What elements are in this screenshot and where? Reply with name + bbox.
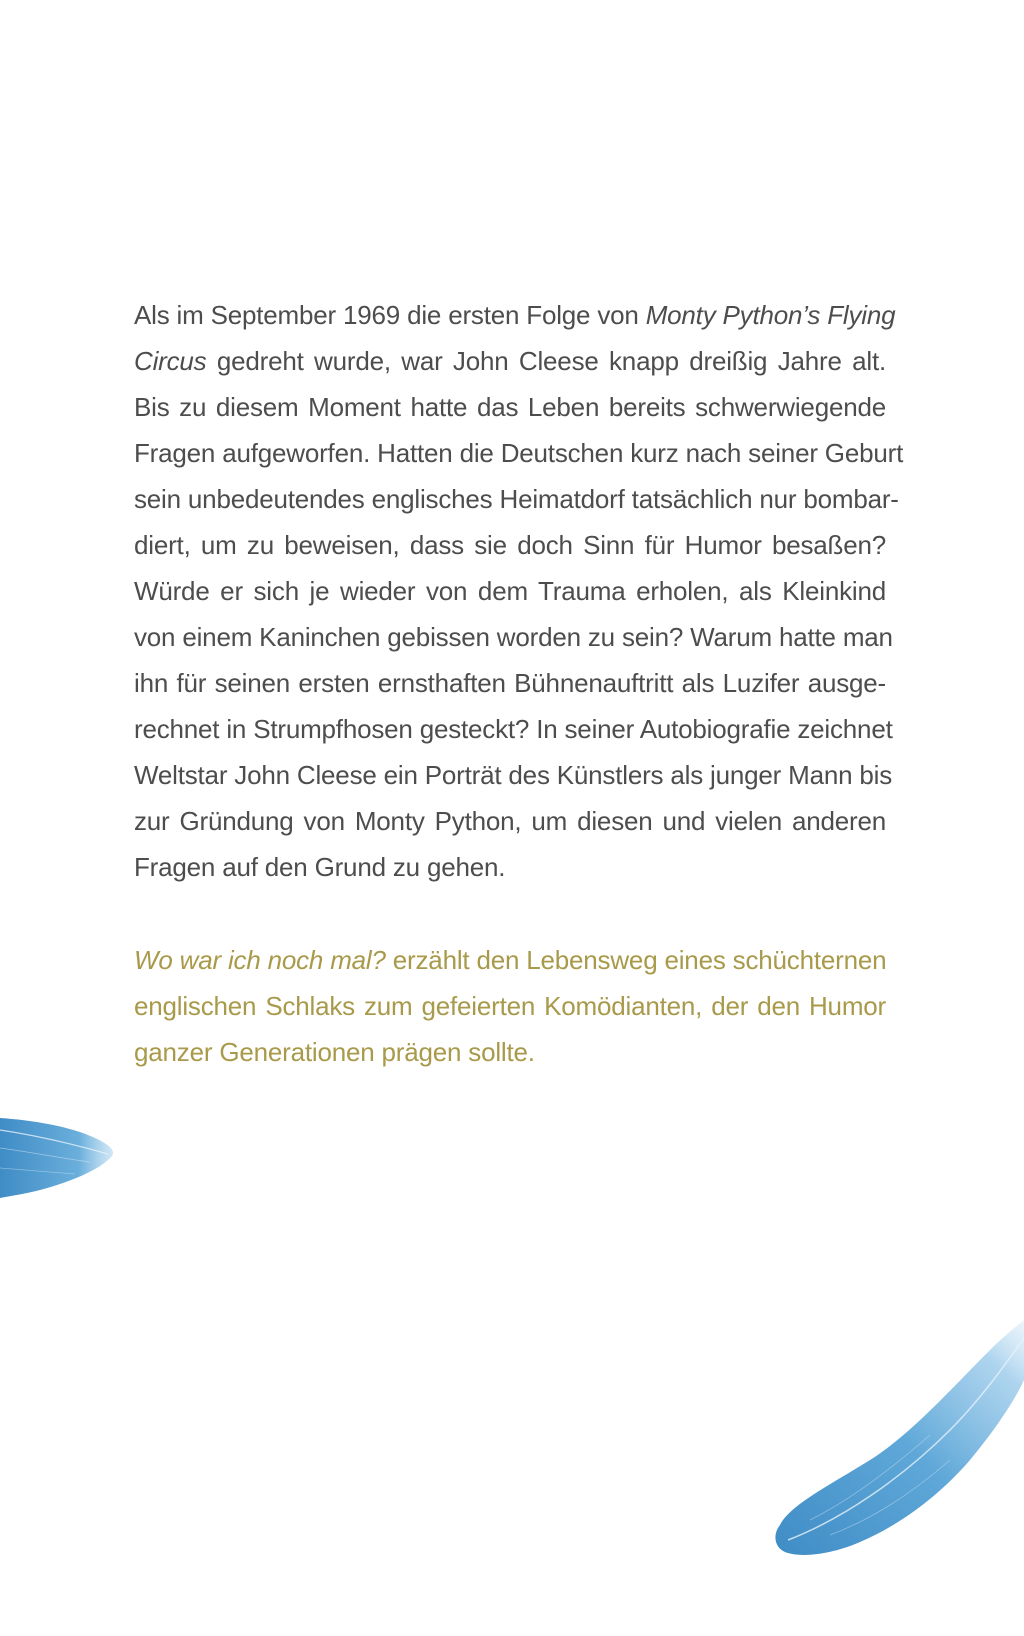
blurb-paragraph <box>134 292 904 890</box>
text-run: Würde er sich je wieder von dem Trauma erholen, als Kleinkind <box>134 576 886 606</box>
text-line <box>134 937 886 983</box>
text-line <box>134 752 893 798</box>
feather-icon <box>770 1320 1024 1570</box>
text-run: englischen Schlaks zum gefeierten Komödianten, der den Humor <box>134 991 886 1021</box>
italic-title: Circus <box>134 346 207 376</box>
text-line <box>134 430 904 476</box>
text-run: zur Gründung von Monty Python, um diesen und vielen anderen <box>134 806 886 836</box>
text-line <box>134 384 886 430</box>
text-line <box>134 522 886 568</box>
text-run: diert, um zu beweisen, dass sie doch Sinn für Humor besaßen? <box>134 530 886 560</box>
text-line <box>134 338 886 384</box>
text-run: Weltstar John Cleese ein Porträt des Künstlers als junger Mann bis <box>134 760 893 790</box>
text-run: sein unbedeutendes englisches Heimatdorf tatsächlich nur bombar- <box>134 484 899 514</box>
italic-title: Monty Python’s Flying <box>645 300 896 330</box>
text-line <box>134 292 896 338</box>
text-run: rechnet in Strumpfhosen gesteckt? In seiner Autobiografie zeichnet <box>134 714 893 744</box>
text-line <box>134 1029 886 1075</box>
text-run: ihn für seinen ersten ernsthaften Bühnenauftritt als Luzifer ausge- <box>134 668 886 698</box>
text-run: Fragen auf den Grund zu gehen. <box>134 852 506 882</box>
tagline-paragraph <box>134 937 886 1075</box>
text-line <box>134 798 886 844</box>
text-line <box>134 660 886 706</box>
text-line <box>134 983 886 1029</box>
text-run: erzählt den Lebensweg eines schüchternen <box>385 945 887 975</box>
feather-icon <box>0 1118 130 1248</box>
text-line <box>134 568 886 614</box>
text-run: von einem Kaninchen gebissen worden zu sein? Warum hatte man <box>134 622 893 652</box>
text-run: ganzer Generationen prägen sollte. <box>134 1037 535 1067</box>
text-run: Fragen aufgeworfen. Hatten die Deutschen kurz nach seiner Geburt <box>134 438 904 468</box>
text-line <box>134 614 893 660</box>
text-run: Als im September 1969 die ersten Folge von <box>134 300 646 330</box>
text-line <box>134 706 893 752</box>
italic-title: Wo war ich noch mal? <box>134 945 386 975</box>
text-line <box>134 844 886 890</box>
text-line <box>134 476 899 522</box>
text-run: gedreht wurde, war John Cleese knapp dreißig Jahre alt. <box>206 346 886 376</box>
text-run: Bis zu diesem Moment hatte das Leben bereits schwerwiegende <box>134 392 886 422</box>
